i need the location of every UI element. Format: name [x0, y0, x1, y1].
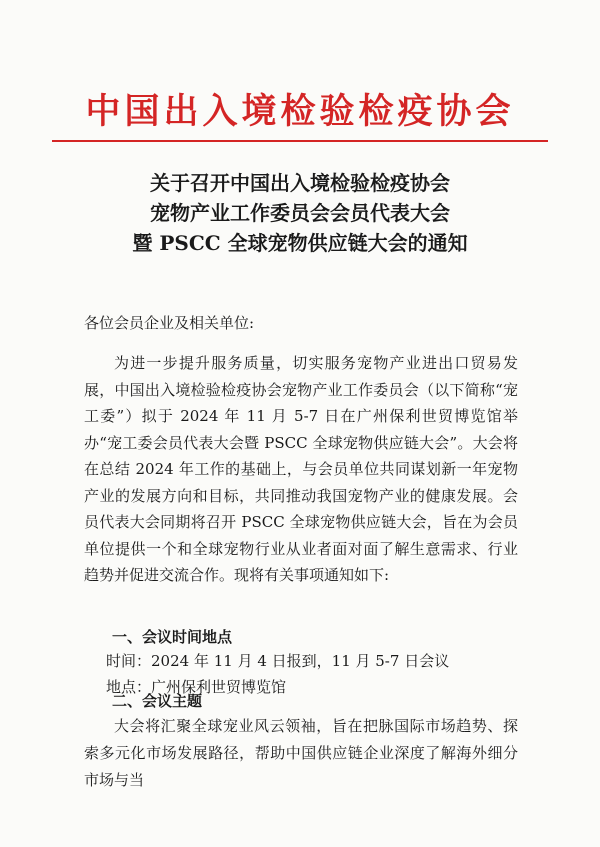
theme-paragraph: 大会将汇聚全球宠业风云领袖，旨在把脉国际市场趋势、探索多元化市场发展路径，帮助中国供应链企业深度了解海外细分市场与当: [84, 717, 518, 789]
intro-paragraph: 为进一步提升服务质量，切实服务宠物产业进出口贸易发展，中国出入境检验检疫协会宠物产业工作委员会（以下简称“宠工委”）拟于 2024 年 11 月 5-7 日在广州保利世贸博览馆举办“宠工委会员代表大会暨 PSCC 全球宠物供应链大会”。大会将在总结 2024 年工作的基础上，与会员单位共同谋划新一年宠物产业的发展方向和目标，共同推动我国宠物产业的健康发展。会员代表大会同期将召开 PSCC 全球宠物供应链大会，旨在为会员单位提供一个和全球宠物行业从业者面对面了解生意需求、行业趋势并促进交流合作。现将有关事项通知如下:: [84, 354, 518, 584]
section-theme-heading: 二、会议主题: [112, 692, 203, 710]
header-divider: [52, 140, 548, 142]
title-line-1: 关于召开中国出入境检验检疫协会: [150, 171, 450, 195]
title-line-3: 暨 PSCC 全球宠物供应链大会的通知: [132, 231, 468, 255]
meeting-time: 时间：2024 年 11 月 4 日报到，11 月 5-7 日会议: [106, 652, 450, 670]
section-time-place-heading: 一、会议时间地点: [112, 628, 233, 646]
salutation: 各位会员企业及相关单位:: [84, 314, 255, 332]
organization-header: 中国出入境检验检疫协会: [85, 91, 515, 132]
title-line-2: 宠物产业工作委员会会员代表大会: [150, 201, 450, 225]
meeting-place: 地点：广州保利世贸博览馆: [106, 678, 287, 696]
notice-title: [0, 168, 600, 258]
